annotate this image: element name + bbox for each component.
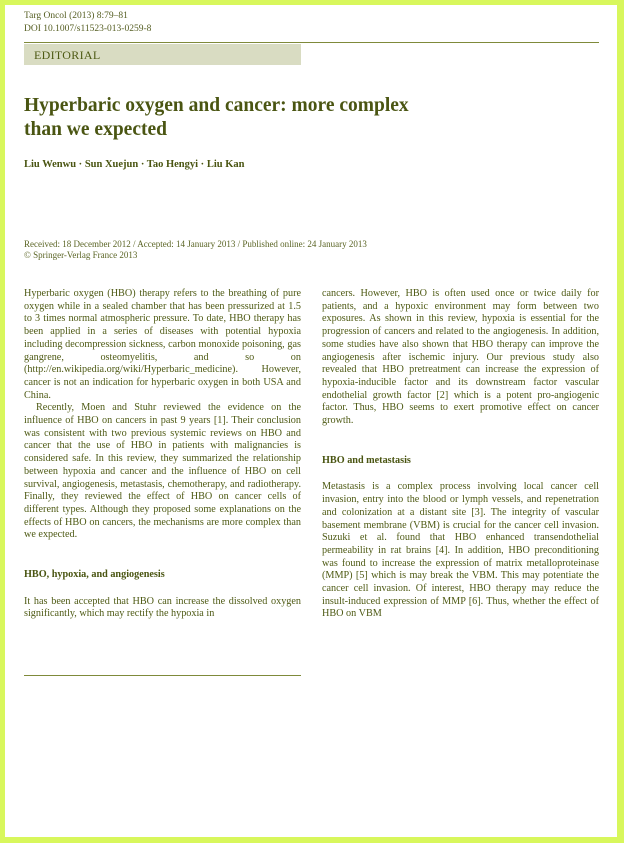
author-name[interactable]: Sun Xuejun: [84, 159, 139, 170]
body-paragraph: Recently, Moen and Stuhr reviewed the evidence on the influence of HBO on cancers in past 9 years [1]. Their conclusion was consistent with two previous systemic reviews on HBO and cancer that the use of HBO in patients with malignancies is considered safe. In this review, they summarized the relationship between hypoxia and cancer and the influence of HBO on cell survival, angiogenesis, metastasis, chemotherapy, and radiotherapy. Finally, they reviewed the effect of HBO on cancer cells of different types. Although they proposed some explanations on the effects of HBO on cancers, the mechanisms are more complex than we expected.: [24, 402, 301, 541]
section-heading-hypoxia: HBO, hypoxia, and angiogenesis: [24, 569, 165, 581]
author-separator: ·: [78, 159, 83, 170]
article-type-banner: [24, 44, 301, 65]
article-title: [24, 94, 544, 142]
header-rule: [24, 42, 599, 43]
author-name[interactable]: Liu Kan: [206, 159, 245, 170]
wikipedia-link[interactable]: http://en.wikipedia.org/wiki/Hyperbaric_medicine: [27, 364, 233, 376]
left-column: [24, 288, 301, 621]
history-dates: Received: 18 December 2012 / Accepted: 14 January 2013 / Published online: 24 January 2013: [24, 239, 367, 249]
body-paragraph: Metastasis is a complex process involving local cancer cell invasion, entry into the blood or lymph vessels, and repenetration and colonization at a distant site [3]. The integrity of vascular basement membrane (VBM) is crucial for the cancer cell invasion. Suzuki et al. found that HBO enhanced transendothelial permeability in rat brains [4]. In addition, HBO preconditioning was found to increase the expression of matrix metalloproteinase (MMP) [5] which is may break the VBM. This may potentiate the cancer cell invasion. Of interest, HBO therapy may reduce the insult-induced expression of MMP [6]. Thus, whether the effect of HBO on VBM: [322, 481, 599, 620]
article-type-label: EDITORIAL: [34, 48, 101, 62]
author-name[interactable]: Liu Wenwu: [24, 159, 77, 170]
body-paragraph: It has been accepted that HBO can increase the dissolved oxygen significantly, which may rectify the hypoxia in: [24, 595, 301, 620]
title-line-1: Hyperbaric oxygen and cancer: more complex: [24, 95, 409, 116]
doi-text: DOI 10.1007/s11523-013-0259-8: [24, 24, 152, 34]
author-name[interactable]: Tao Hengyi: [146, 159, 199, 170]
journal-reference: Targ Oncol (2013) 8:79–81: [24, 11, 128, 21]
copyright-line: © Springer-Verlag France 2013: [24, 250, 138, 260]
author-separator: ·: [140, 159, 145, 170]
title-line-2: than we expected: [24, 119, 167, 140]
right-column: [322, 288, 599, 621]
article-page: [5, 5, 617, 837]
body-paragraph: Hyperbaric oxygen (HBO) therapy refers to the breathing of pure oxygen while in a sealed chamber that has been pressurized at 1.5 to 3 times normal atmospheric pressure. To date, HBO therapy has been applied in a series of diseases with potential hypoxia including decompression sickness, carbon monoxide poisoning, gas gangrene, osteomyelitis, and so on (http://en.wikipedia.org/wiki/Hyperbaric_medicine). However, cancer is not an indication for hyperbaric oxygen in both USA and China.: [24, 288, 301, 401]
body-paragraph: cancers. However, HBO is often used once or twice daily for patients, and a hypoxic environment may form between two exposures. As shown in this review, hypoxia is essential for the progression of cancers and related to the angiogenesis. In addition, some studies have also shown that HBO therapy can improve the angiogenesis after ischemic injury. Our previous study also revealed that HBO pretreatment can increase the expression of hypoxia-inducible factor and its downstream factor vascular endothelial growth factor [2] which is a potent pro-angiogenic factor. Thus, HBO seems to exert promotive effect on cancer growth.: [322, 288, 599, 427]
section-heading-metastasis: HBO and metastasis: [322, 454, 411, 466]
author-separator: ·: [200, 159, 205, 170]
author-list: [24, 159, 244, 170]
footnote-rule: [24, 675, 301, 676]
publication-history: [24, 239, 367, 261]
